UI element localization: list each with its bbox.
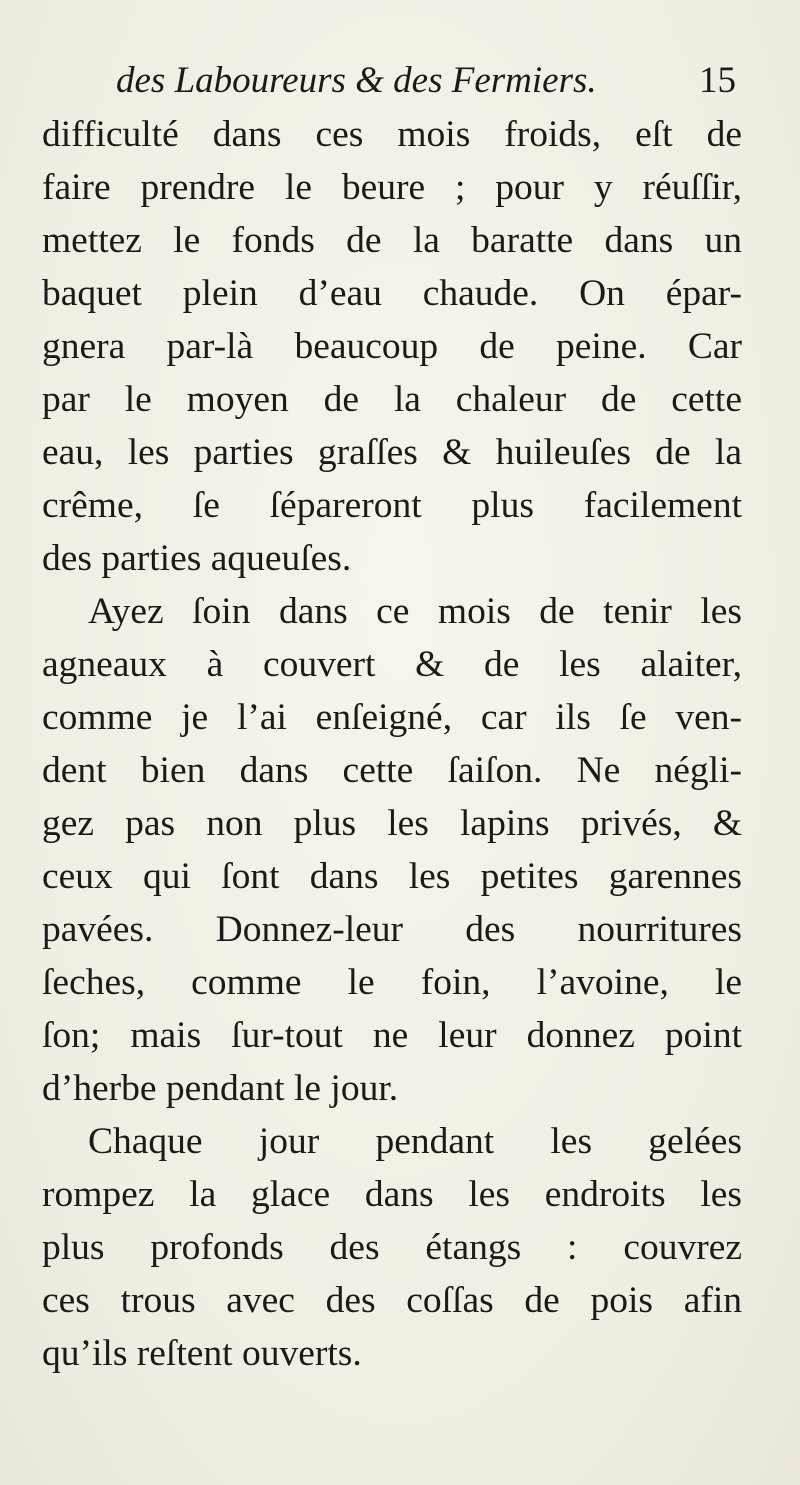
text-line: gnera par-là beaucoup de peine. Car	[42, 326, 742, 367]
text-line: ceux qui ſont dans les petites garennes	[42, 856, 742, 897]
text-line: d’herbe pendant le jour.	[42, 1068, 399, 1109]
text-line: par le moyen de la chaleur de cette	[42, 379, 742, 420]
text-line: baquet plein d’eau chaude. On épar-	[42, 273, 742, 314]
text-line: gez pas non plus les lapins privés, &	[42, 803, 742, 844]
text-line: plus profonds des étangs : couvrez	[42, 1227, 742, 1268]
body-text	[42, 108, 742, 1380]
text-line: dent bien dans cette ſaiſon. Ne négli-	[42, 750, 742, 791]
text-line: Chaque jour pendant les gelées	[88, 1121, 742, 1162]
running-head	[116, 56, 736, 106]
text-line: pavées. Donnez-leur des nourritures	[42, 909, 742, 950]
text-line: des parties aqueuſes.	[42, 538, 352, 579]
text-line: Ayez ſoin dans ce mois de tenir les	[88, 591, 742, 632]
text-line: qu’ils reſtent ouverts.	[42, 1333, 362, 1374]
text-line: eau, les parties graſſes & huileuſes de la	[42, 432, 742, 473]
text-line: crême, ſe ſépareront plus facilement	[42, 485, 742, 526]
text-line: mettez le fonds de la baratte dans un	[42, 220, 742, 261]
text-line: agneaux à couvert & de les alaiter,	[42, 644, 742, 685]
text-line: ſeches, comme le foin, l’avoine, le	[42, 962, 742, 1003]
text-line: ſon; mais ſur-tout ne leur donnez point	[42, 1015, 742, 1056]
text-line: comme je l’ai enſeigné, car ils ſe ven-	[42, 697, 742, 738]
text-line: difficulté dans ces mois froids, eſt de	[42, 114, 742, 155]
page-number: 15	[699, 60, 736, 101]
text-line: faire prendre le beure ; pour y réuſſir,	[42, 167, 742, 208]
text-line: rompez la glace dans les endroits les	[42, 1174, 742, 1215]
running-head-title: des Laboureurs & des Fermiers.	[116, 60, 597, 101]
text-line: ces trous avec des coſſas de pois afin	[42, 1280, 742, 1321]
